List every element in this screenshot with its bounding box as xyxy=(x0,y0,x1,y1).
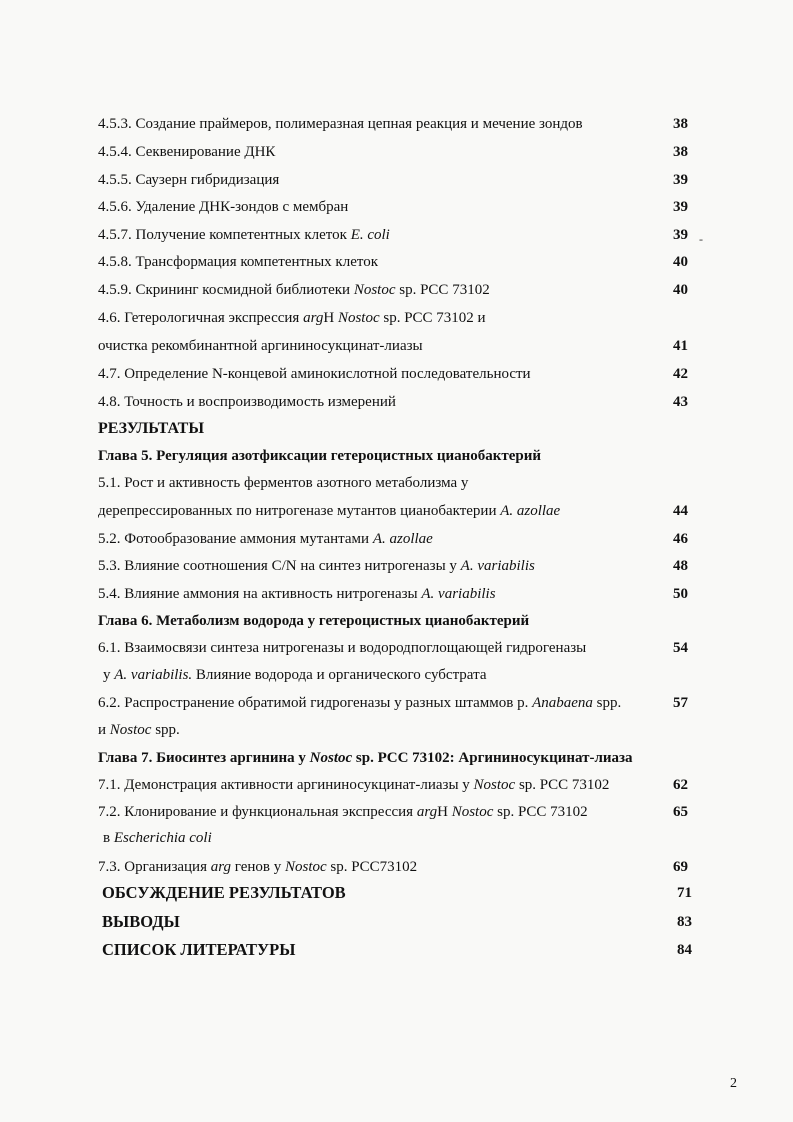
toc-entry-title: 6.1. Взаимосвязи синтеза нитрогеназы и водородпоглощающей гидрогеназы xyxy=(98,640,587,656)
toc-entry xyxy=(98,500,698,522)
toc-entry-title: 4.5.5. Саузерн гибридизация xyxy=(98,172,280,188)
toc-entry xyxy=(98,141,698,163)
toc-entry xyxy=(98,363,698,385)
toc-entry xyxy=(98,335,698,357)
toc-entry-page: 38 xyxy=(673,144,688,160)
toc-entry-title: 4.8. Точность и воспроизводимость измерений xyxy=(98,394,396,410)
toc-entry-title: 6.2. Распространение обратимой гидрогеназы у разных штаммов р. Anabaena spp. xyxy=(98,695,622,711)
toc-entry xyxy=(98,583,698,605)
toc-entry-title: Глава 7. Биосинтез аргинина у Nostoc sp. PCC 73102: Аргининосукцинат-лиаза xyxy=(98,750,633,766)
toc-entry xyxy=(98,279,698,301)
toc-entry-page: 71 xyxy=(677,885,692,901)
toc-entry xyxy=(103,827,703,849)
toc-entry-page: 69 xyxy=(673,859,688,875)
toc-entry-page: 84 xyxy=(677,942,692,958)
toc-entry-title: 4.5.6. Удаление ДНК-зондов с мембран xyxy=(98,199,349,215)
toc-entry-page: 44 xyxy=(673,503,688,519)
section-heading-references xyxy=(102,939,702,961)
toc-entry-page: 48 xyxy=(673,558,688,574)
toc-entry-page: 39 xyxy=(673,227,688,243)
toc-entry-page: 62 xyxy=(673,777,688,793)
toc-entry-title: 4.5.4. Секвенирование ДНК xyxy=(98,144,276,160)
toc-entry xyxy=(98,113,698,135)
toc-entry-title: 4.5.3. Создание праймеров, полимеразная цепная реакция и мечение зондов xyxy=(98,116,583,132)
toc-entry-page: 40 xyxy=(673,282,688,298)
toc-entry-title: 4.5.8. Трансформация компетентных клеток xyxy=(98,254,379,270)
section-heading-discussion xyxy=(102,882,702,904)
toc-entry-title: ОБСУЖДЕНИЕ РЕЗУЛЬТАТОВ xyxy=(102,883,346,902)
toc-entry-title: 7.1. Демонстрация активности аргининосукцинат-лиазы у Nostoc sp. PCC 73102 xyxy=(98,777,610,793)
toc-entry-page: 50 xyxy=(673,586,688,602)
toc-entry-page: 83 xyxy=(677,914,692,930)
toc-entry xyxy=(98,472,698,494)
toc-entry-page: 54 xyxy=(673,640,688,656)
chapter-heading xyxy=(98,610,698,632)
toc-entry-title: 5.1. Рост и активность ферментов азотного метаболизма у xyxy=(98,475,469,491)
toc-entry-title: 4.5.9. Скрининг космидной библиотеки Nostoc sp. PCC 73102 xyxy=(98,282,490,298)
toc-entry-title: 4.7. Определение N-концевой аминокислотной последовательности xyxy=(98,366,531,382)
toc-entry xyxy=(98,307,698,329)
toc-entry-page: 38 xyxy=(673,116,688,132)
section-heading-conclusions xyxy=(102,911,702,933)
toc-entry-title: 4.5.7. Получение компетентных клеток E. coli xyxy=(98,227,390,243)
toc-entry-title: у A. variabilis. Влияние водорода и органического субстрата xyxy=(103,667,487,683)
toc-entry-title: 5.2. Фотообразование аммония мутантами A. azollae xyxy=(98,531,433,547)
section-heading-results xyxy=(98,418,698,440)
toc-entry-title: очистка рекомбинантной аргининосукцинат-лиазы xyxy=(98,338,423,354)
toc-entry-title: 4.6. Гетерологичная экспрессия argH Nostoc sp. PCC 73102 и xyxy=(98,310,486,326)
toc-entry xyxy=(98,856,698,878)
toc-entry-page: 39 xyxy=(673,199,688,215)
toc-entry xyxy=(98,224,698,246)
toc-entry-page: 41 xyxy=(673,338,688,354)
toc-entry-page: 42 xyxy=(673,366,688,382)
toc-entry xyxy=(98,719,698,741)
toc-entry-title: в Escherichia coli xyxy=(103,830,212,846)
page-number: 2 xyxy=(730,1076,737,1091)
toc-entry-title: Глава 5. Регуляция азотфиксации гетероцистных цианобактерий xyxy=(98,448,542,464)
toc-entry-page: 46 xyxy=(673,531,688,547)
toc-entry-title: Глава 6. Метаболизм водорода у гетероцистных цианобактерий xyxy=(98,613,530,629)
scan-speck: - xyxy=(699,232,703,246)
toc-entry xyxy=(98,801,698,823)
toc-entry-title: 5.3. Влияние соотношения C/N на синтез нитрогеназы у A. variabilis xyxy=(98,558,535,574)
toc-entry-page: 57 xyxy=(673,695,688,711)
toc-entry-page: 40 xyxy=(673,254,688,270)
chapter-heading xyxy=(98,445,698,467)
toc-entry xyxy=(103,664,703,686)
toc-entry xyxy=(98,251,698,273)
toc-entry xyxy=(98,391,698,413)
toc-entry-title: ВЫВОДЫ xyxy=(102,912,180,931)
toc-entry-title: СПИСОК ЛИТЕРАТУРЫ xyxy=(102,940,296,959)
toc-entry-title: РЕЗУЛЬТАТЫ xyxy=(98,420,205,437)
toc-entry-title: дерепрессированных по нитрогеназе мутантов цианобактерии A. azollae xyxy=(98,503,561,519)
toc-entry-page: 65 xyxy=(673,804,688,820)
toc-entry xyxy=(98,774,698,796)
toc-entry-page: 39 xyxy=(673,172,688,188)
toc-entry-title: 7.2. Клонирование и функциональная экспрессия argH Nostoc sp. PCC 73102 xyxy=(98,804,588,820)
toc-entry-title: и Nostoc spp. xyxy=(98,722,180,738)
toc-entry xyxy=(98,555,698,577)
toc-entry xyxy=(98,528,698,550)
chapter-heading xyxy=(98,747,698,769)
toc-entry-page: 43 xyxy=(673,394,688,410)
toc-entry-title: 5.4. Влияние аммония на активность нитрогеназы A. variabilis xyxy=(98,586,496,602)
toc-entry xyxy=(98,169,698,191)
toc-entry xyxy=(98,637,698,659)
toc-entry xyxy=(98,196,698,218)
toc-entry xyxy=(98,692,698,714)
toc-entry-title: 7.3. Организация arg генов у Nostoc sp. PCC73102 xyxy=(98,859,418,875)
